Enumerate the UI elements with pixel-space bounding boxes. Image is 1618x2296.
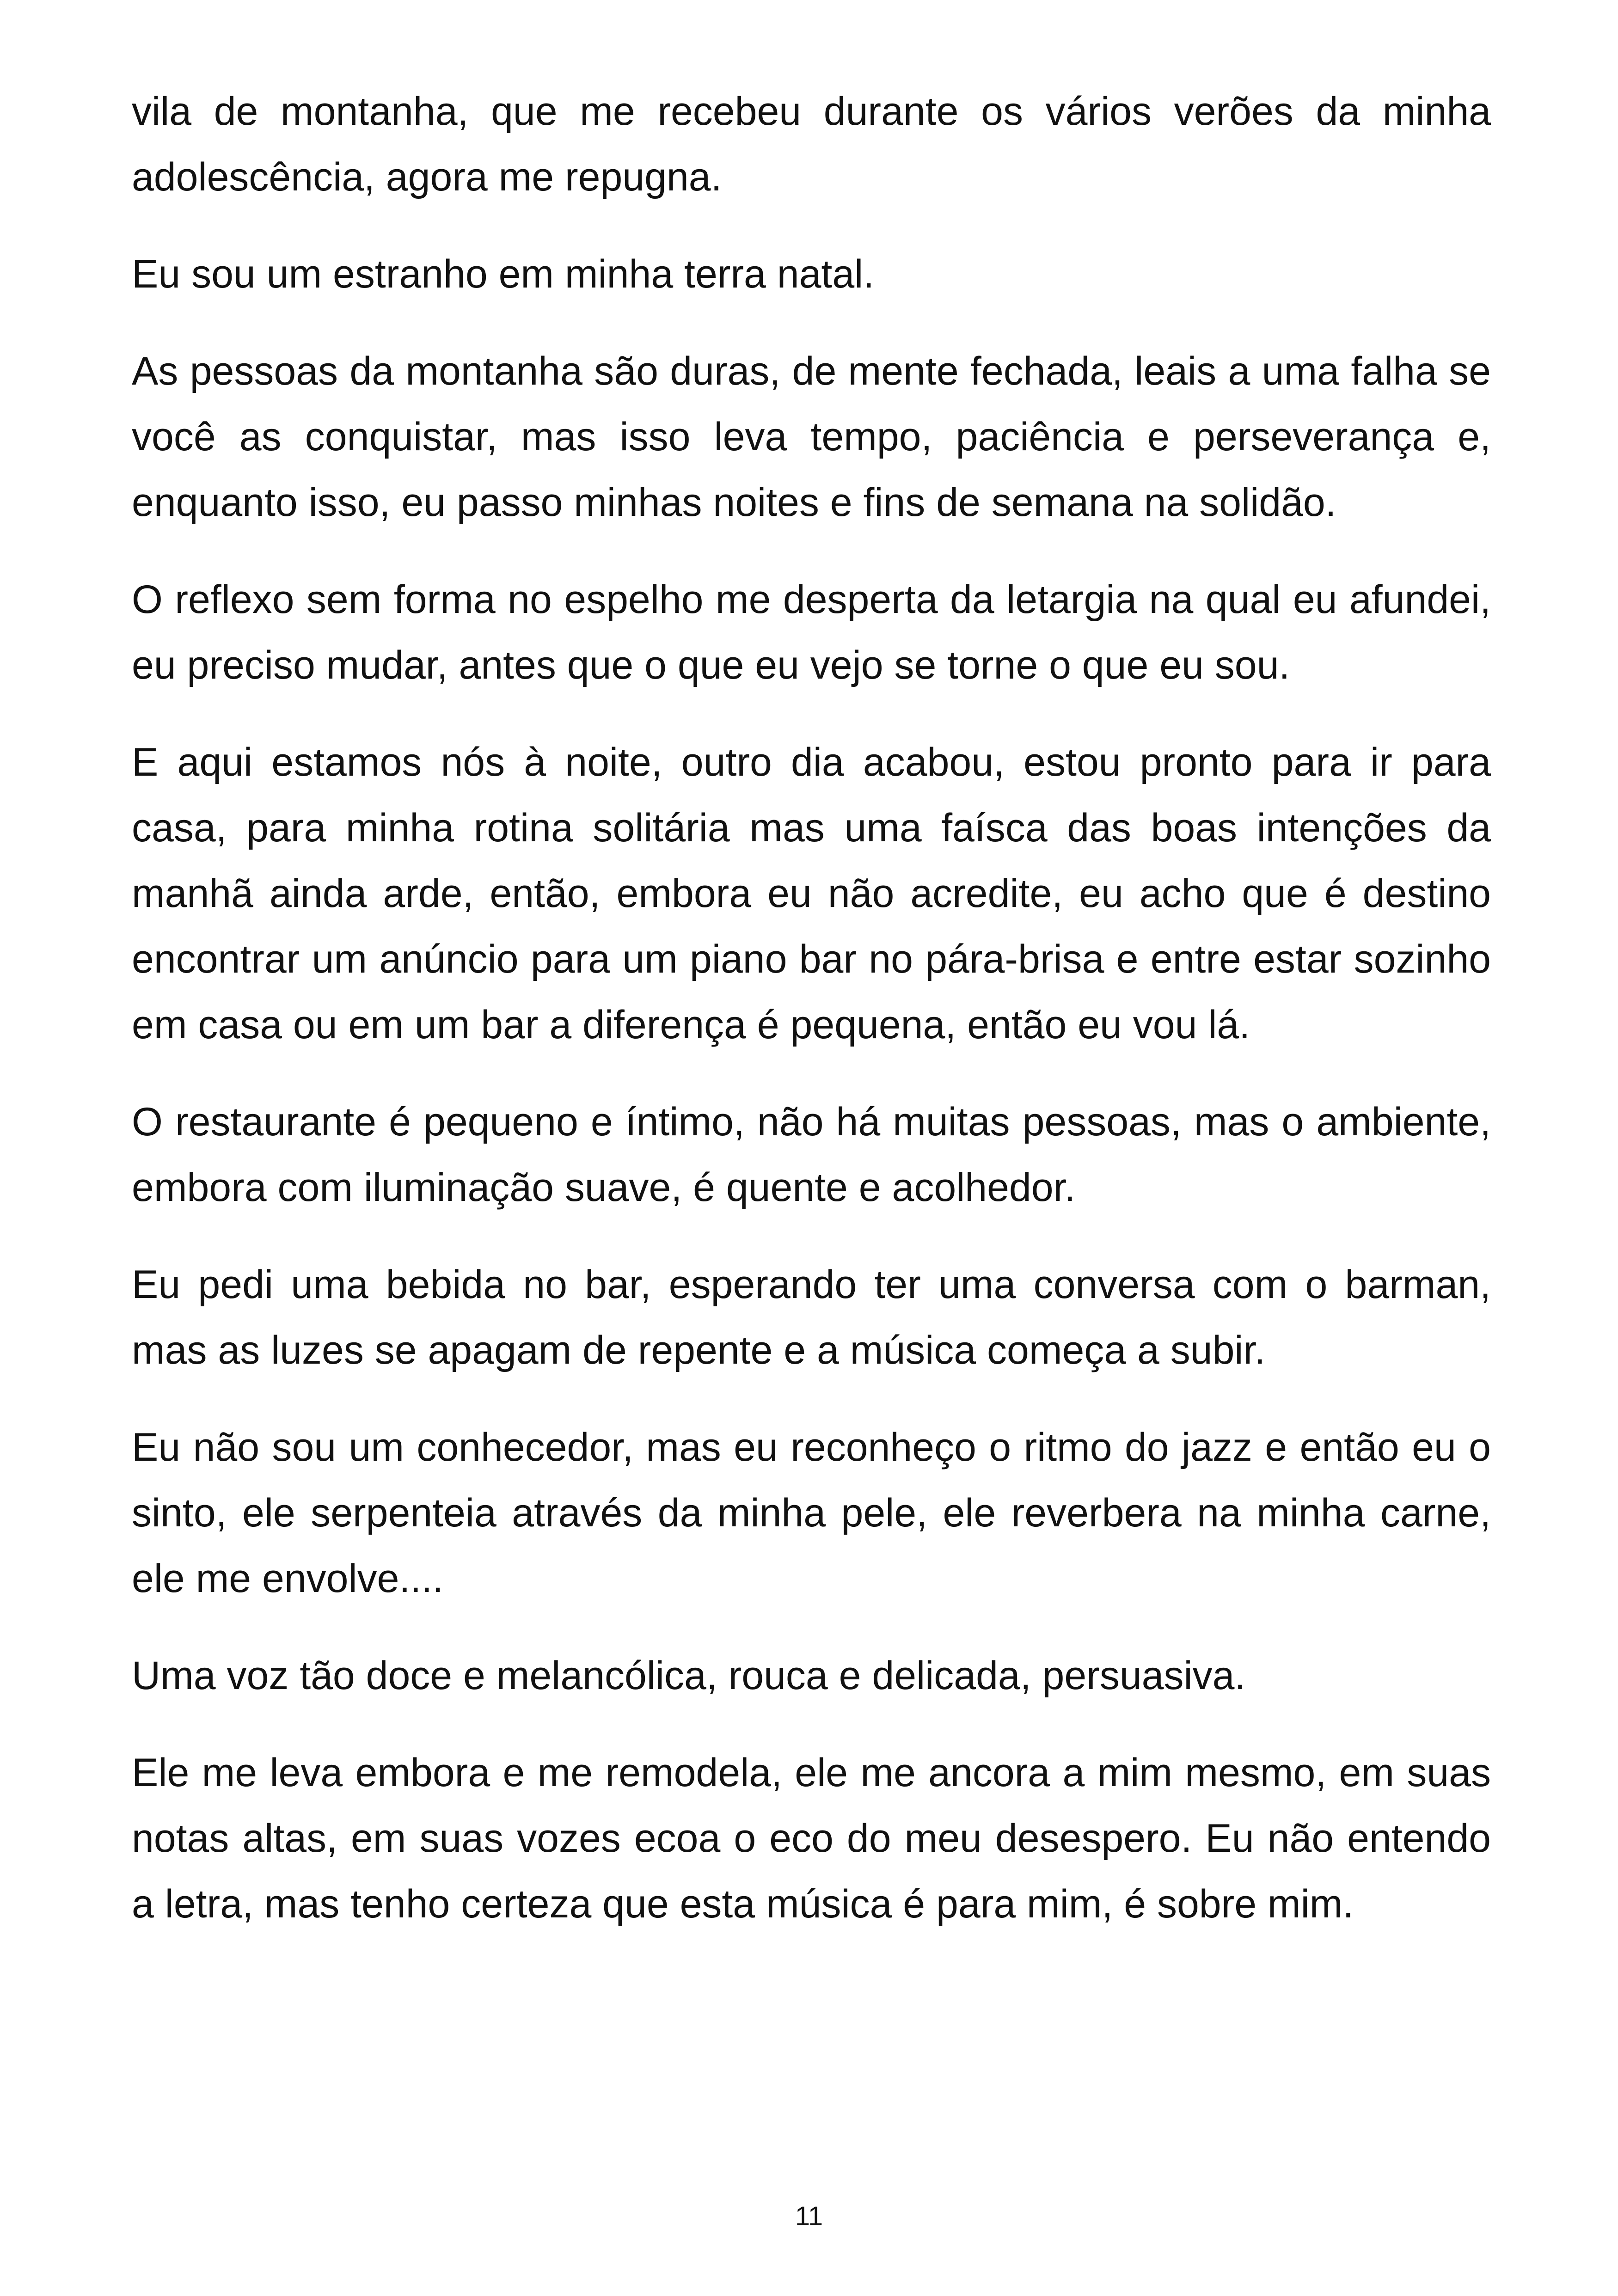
paragraph-8: Eu não sou um conhecedor, mas eu reconheço o ritmo do jazz e então eu o sinto, ele serpenteia através da minha pele, ele reverbera na minha carne, ele me envolve.... <box>132 1425 1491 1601</box>
paragraph-2: Eu sou um estranho em minha terra natal. <box>132 252 875 296</box>
paragraph-10: Ele me leva embora e me remodela, ele me ancora a mim mesmo, em suas notas altas, em suas vozes ecoa o eco do meu desespero. Eu não entendo a letra, mas tenho certeza que esta música é para mim, é sobre mim. <box>132 1751 1491 1926</box>
paragraph-4: O reflexo sem forma no espelho me desperta da letargia na qual eu afundei, eu preciso mudar, antes que o que eu vejo se torne o que eu sou. <box>132 577 1491 687</box>
page-number: 11 <box>795 2201 823 2231</box>
paragraph-3: As pessoas da montanha são duras, de mente fechada, leais a uma falha se você as conquistar, mas isso leva tempo, paciência e perseverança e, enquanto isso, eu passo minhas noites e fins de semana na solidão. <box>132 349 1491 525</box>
paragraph-7: Eu pedi uma bebida no bar, esperando ter uma conversa com o barman, mas as luzes se apagam de repente e a música começa a subir. <box>132 1262 1491 1372</box>
paragraph-1: vila de montanha, que me recebeu durante os vários verões da minha adolescência, agora me repugna. <box>132 89 1491 199</box>
paragraph-5: E aqui estamos nós à noite, outro dia acabou, estou pronto para ir para casa, para minha rotina solitária mas uma faísca das boas intenções da manhã ainda arde, então, embora eu não acredite, eu acho que é destino encontrar um anúncio para um piano bar no pára-brisa e entre estar sozinho em casa ou em um bar a diferença é pequena, então eu vou lá. <box>132 740 1491 1047</box>
body-text <box>132 79 1491 1968</box>
paragraph-9: Uma voz tão doce e melancólica, rouca e delicada, persuasiva. <box>132 1653 1246 1698</box>
paragraph-6: O restaurante é pequeno e íntimo, não há muitas pessoas, mas o ambiente, embora com iluminação suave, é quente e acolhedor. <box>132 1100 1491 1210</box>
